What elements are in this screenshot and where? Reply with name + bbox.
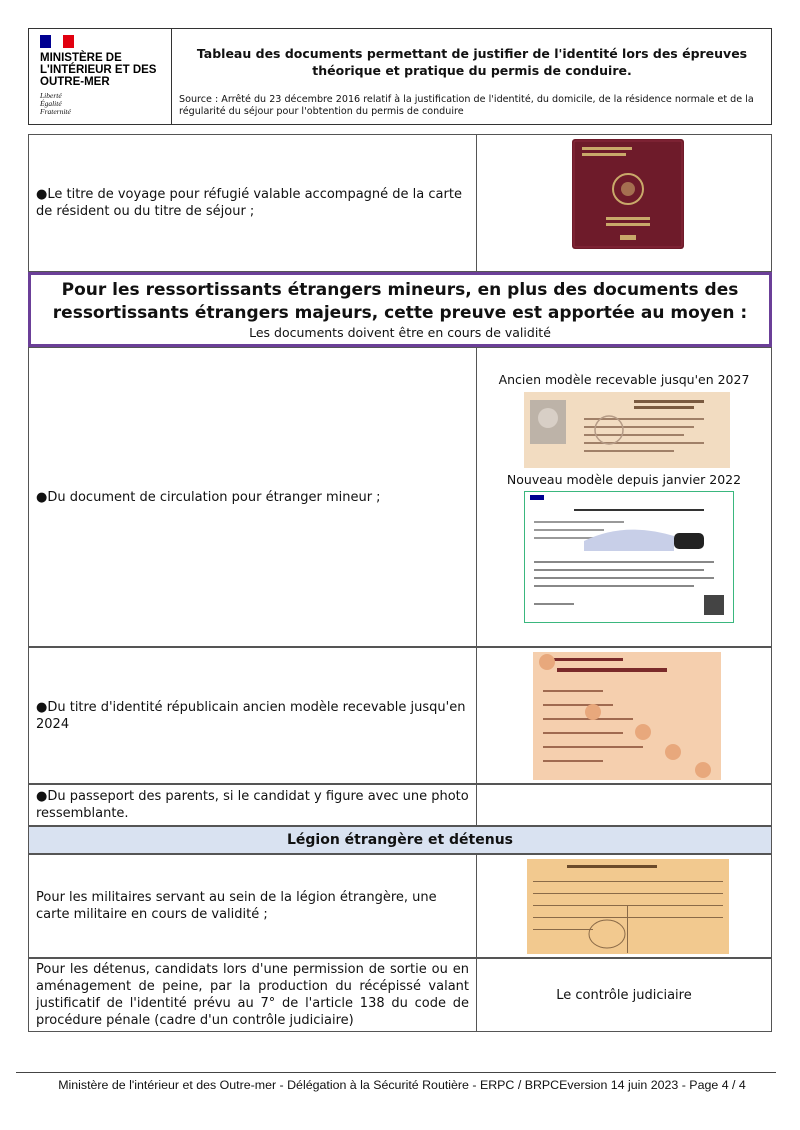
judicial-control-label: Le contrôle judiciaire: [556, 987, 692, 1003]
section-title-legion: Légion étrangère et détenus: [28, 826, 772, 854]
table-row-detainees: [28, 958, 772, 1032]
row-text: ●Le titre de voyage pour réfugié valable accompagné de la carte de résident ou du titre de séjour ;: [29, 135, 477, 271]
old-circulation-document-image: [524, 392, 730, 468]
table-row-passport: [28, 784, 772, 826]
old-model-caption: Ancien modèle recevable jusqu'en 2027: [498, 372, 750, 387]
row-image-cell: [477, 785, 771, 825]
minors-heading: Pour les ressortissants étrangers mineurs, en plus des documents des ressortissants étrangers majeurs, cette preuve est apportée au moyen :: [52, 280, 748, 323]
republican-id-document-image: [533, 652, 721, 780]
header-title-block: [172, 29, 771, 124]
source-reference: Source : Arrêté du 23 décembre 2016 relatif à la justification de l'identité, du domicile, de la résidence normale et de la régularité du séjour pour l'obtention du permis de conduire: [179, 94, 754, 117]
row-text: ●Du titre d'identité républicain ancien modèle recevable jusqu'en 2024: [29, 648, 477, 783]
french-flag-icon: [40, 35, 74, 48]
new-circulation-document-image: [524, 491, 734, 623]
row-text: Pour les détenus, candidats lors d'une permission de sortie ou en aménagement de peine, par la production du récépissé valant justificatif de l'identité prévu au 7° de l'article 138 du code de procédure pénale (cadre d'un contrôle judiciaire): [29, 959, 477, 1031]
table-row-republicain: [28, 647, 772, 784]
new-model-caption: Nouveau modèle depuis janvier 2022: [506, 472, 742, 487]
ministry-logo: [29, 29, 172, 124]
table-row-military: [28, 854, 772, 958]
document-header: [28, 28, 772, 125]
validity-note: Les documents doivent être en cours de validité: [249, 325, 551, 340]
row-text: Pour les militaires servant au sein de la légion étrangère, une carte militaire en cours de validité ;: [29, 855, 477, 957]
row-text: ●Du passeport des parents, si le candidat y figure avec une photo ressemblante.: [29, 785, 477, 825]
footer-divider: [16, 1072, 776, 1073]
minors-info-box: [28, 272, 772, 347]
table-row-circulation: [28, 347, 772, 647]
page-footer: Ministère de l'intérieur et des Outre-mer - Délégation à la Sécurité Routière - ERPC / BRPCEversion 14 juin 2023 - Page 4 / 4: [58, 1078, 746, 1092]
republic-motto: Liberté Égalité Fraternité: [40, 91, 71, 116]
ministry-name: MINISTÈRE DE L'INTÉRIEUR ET DES OUTRE-MER: [40, 52, 157, 88]
row-image-cell: [477, 648, 771, 783]
row-right-cell: [477, 959, 771, 1031]
row-image-cell: [477, 135, 771, 271]
page-title: Tableau des documents permettant de justifier de l'identité lors des épreuves théorique et pratique du permis de conduire.: [196, 46, 748, 78]
refugee-travel-document-image: [572, 139, 684, 249]
row-text: ●Du document de circulation pour étranger mineur ;: [29, 348, 477, 646]
military-id-card-image: [527, 859, 729, 954]
row-image-cell: [477, 348, 771, 646]
row-image-cell: [477, 855, 771, 957]
table-row-refugee: [28, 134, 772, 272]
